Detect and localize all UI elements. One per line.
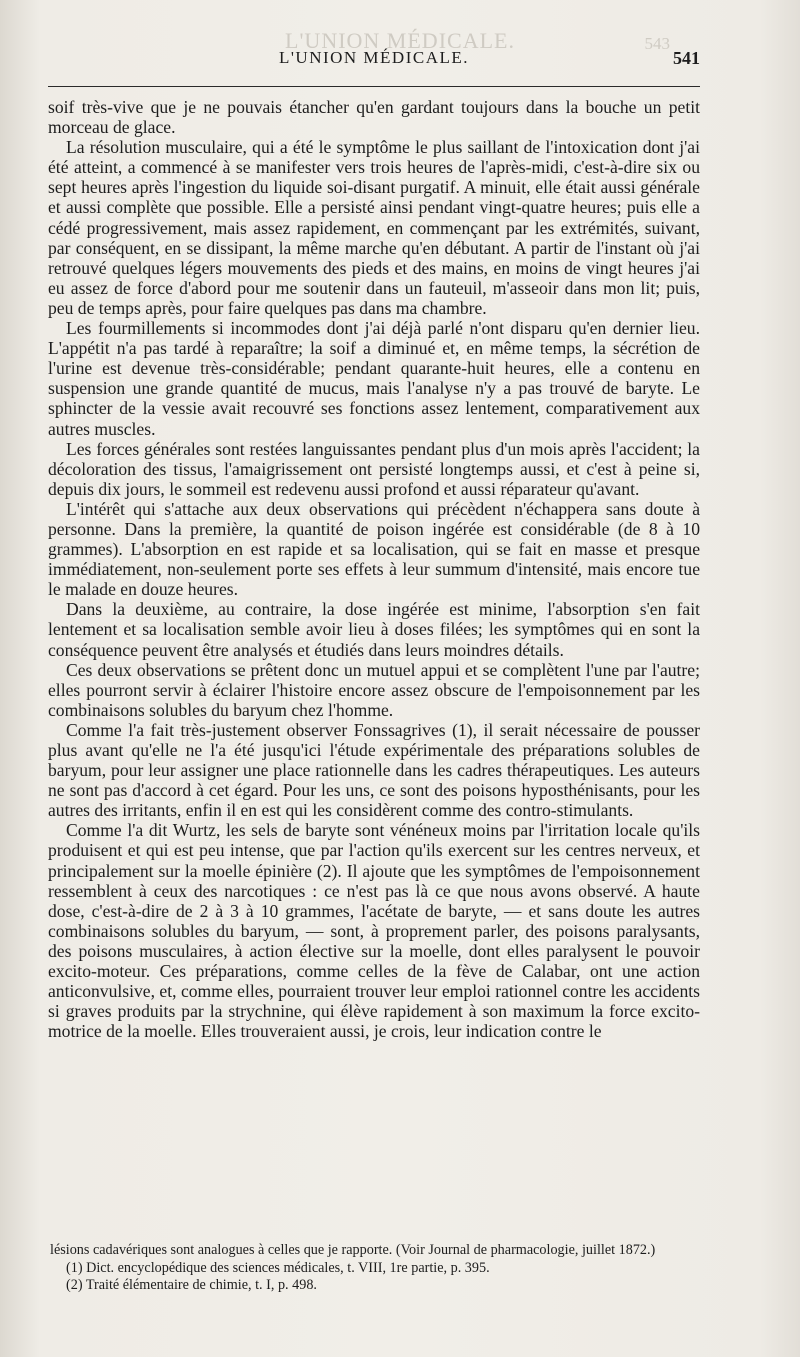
running-title: L'UNION MÉDICALE. [278, 48, 470, 67]
paragraph: Comme l'a dit Wurtz, les sels de baryte sont vénéneux moins par l'irritation locale qu'ils produisent et qui est peu intense, que par l'action qu'ils exercent sur les centres nerveux, et principalement sur la moelle épinière (2). Il ajoute que les symptômes de l'empoisonnement ressemblent à ceux des narcotiques : ce n'est pas là ce que nous avons observé. A haute dose, c'est-à-dire de 2 à 3 à 10 grammes, l'acétate de baryte, — et sans doute les autres combinaisons solubles du baryum, — sont, à proprement parler, des poisons paralysants, des poisons musculaires, à action élective sur la moelle, dont elles paralysent le pouvoir excito-moteur. Ces préparations, comme celles de la fève de Calabar, ont une action anticonvulsive, et, comme elles, pourraient trouver leur emploi rationnel contre les accidents si graves produits par la strychnine, qui élève rapidement à son maximum la force excito-motrice de la moelle. Elles trouveraient aussi, je crois, leur indication contre le [48, 820, 700, 1042]
show-through-title: L'UNION MÉDICALE. [285, 28, 515, 53]
footnotes [50, 1242, 700, 1295]
paragraph: Les forces générales sont restées languissantes pendant plus d'un mois après l'accident; la décoloration des tissus, l'amaigrissement ont persisté longtemps aussi, et c'est à peine si, depuis dix jours, le sommeil est redevenu aussi profond et aussi réparateur qu'avant. [48, 438, 700, 499]
paragraph: Ces deux observations se prêtent donc un mutuel appui et se complètent l'une par l'autre; elles pourront servir à éclairer l'histoire encore assez obscure de l'empoisonnement par les combinaisons solubles du baryum chez l'homme. [48, 659, 700, 720]
paragraph: L'intérêt qui s'attache aux deux observations qui précèdent n'échappera sans doute à personne. Dans la première, la quantité de poison ingérée est considérable (de 8 à 10 grammes). L'absorption en est rapide et sa localisation, qui se fait en masse et presque immédiatement, non-seulement porte ses effets à leur summum d'intensité, mais encore tue le malade en douze heures. [48, 498, 700, 600]
show-through-page-number: 543 [644, 34, 670, 53]
footnote-continued: lésions cadavériques sont analogues à celles que je rapporte. (Voir Journal de pharmacologie, juillet 1872.) [50, 1242, 656, 1258]
page-header [48, 48, 700, 82]
page-number: 541 [673, 48, 700, 68]
paragraph: Comme l'a fait très-justement observer Fonssagrives (1), il serait nécessaire de pousser plus avant qu'elle ne l'a été jusqu'ici l'étude expérimentale des préparations solubles de baryum, pour leur assigner une place rationnelle dans les cadres thérapeutiques. Les auteurs ne sont pas d'accord à cet égard. Pour les uns, ce sont des poisons hyposthénisants, pour les autres des irritants, enfin il en est qui les considèrent comme des contro-stimulants. [48, 719, 700, 821]
body-text [48, 97, 700, 1041]
paragraph: Les fourmillements si incommodes dont j'ai déjà parlé n'ont disparu qu'en dernier lieu. L'appétit n'a pas tardé à reparaître; la soif a diminué et, en même temps, la sécrétion de l'urine est devenue très-considérable; pendant quarante-huit heures, elle a contenu en suspension une grande quantité de mucus, mais l'analyse n'y a pas trouvé de baryte. Le sphincter de la vessie avait recouvré ses fonctions assez lentement, comparativement aux autres muscles. [48, 318, 700, 439]
paragraph: Dans la deuxième, au contraire, la dose ingérée est minime, l'absorption s'en fait lentement et sa localisation semble avoir lieu à doses filées; les symptômes qui en sont la conséquence peuvent être analysés et étudiés dans leurs moindres détails. [48, 599, 700, 660]
footnote: (2) Traité élémentaire de chimie, t. I, p. 498. [66, 1277, 317, 1294]
paragraph: La résolution musculaire, qui a été le symptôme le plus saillant de l'intoxication dont j'ai été atteint, a commencé à se manifester vers trois heures de l'après-midi, c'est-à-dire six ou sept heures après l'ingestion du liquide soi-disant purgatif. A minuit, elle était aussi générale et aussi complète que possible. Elle a persisté ainsi pendant vingt-quatre heures; puis elle a cédé progressivement, mais assez rapidement, en commençant par les extrémités, suivant, par conséquent, en se dissipant, la même marche qu'en débutant. A partir de l'instant où j'ai retrouvé quelques légers mouvements des pieds et des mains, en moins de vingt heures j'ai eu assez de force d'abord pour me soutenir dans un fauteuil, m'asseoir dans mon lit; puis, peu de temps après, pour faire quelques pas dans ma chambre. [48, 137, 700, 318]
header-rule [48, 86, 700, 87]
footnote: (1) Dict. encyclopédique des sciences médicales, t. VIII, 1re partie, p. 395. [66, 1259, 490, 1276]
paragraph-continued: soif très-vive que je ne pouvais étancher qu'en gardant toujours dans la bouche un petit morceau de glace. [48, 97, 700, 138]
